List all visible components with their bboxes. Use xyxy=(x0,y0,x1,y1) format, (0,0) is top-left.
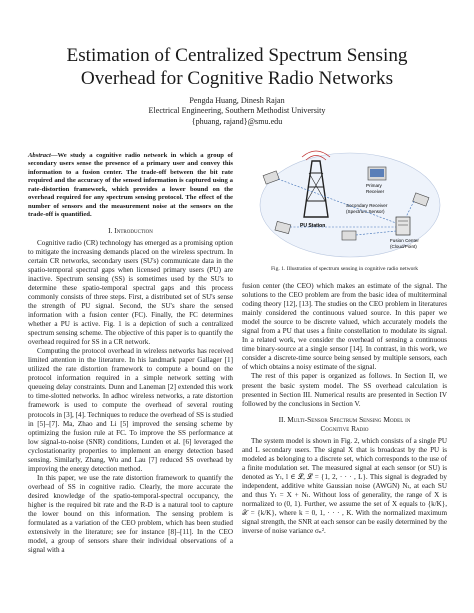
author-email: {phuang, rajand}@smu.edu xyxy=(191,116,283,126)
spectrum-sensor-label: (Spectrum Sensor) xyxy=(346,209,385,214)
primary-label: Primary xyxy=(366,183,382,188)
primary-receiver-icon xyxy=(368,167,386,180)
author-names: Pengda Huang, Dinesh Rajan xyxy=(189,96,285,105)
abstract-label: Abstract xyxy=(28,152,51,159)
figure-1-illustration xyxy=(250,143,446,261)
right-column xyxy=(242,282,447,536)
pu-station-label: PU Station xyxy=(300,223,326,229)
receiver-label: Receiver xyxy=(366,189,385,194)
section-heading-model xyxy=(242,415,447,433)
secondary-receiver-label: Secondary Receiver xyxy=(346,203,388,208)
paper-title xyxy=(20,44,454,90)
author-block xyxy=(20,96,454,127)
title-line-2: Overhead for Cognitive Radio Networks xyxy=(80,68,394,89)
abstract xyxy=(28,152,233,220)
section-heading-introduction: I. Introduction xyxy=(108,225,153,235)
section-heading-model-line-1: II. Multi-Sensor Spectrum Sensing Model in xyxy=(278,414,411,424)
fusion-center-label: Fusion Center xyxy=(390,238,419,243)
intro-paragraph-5: The rest of this paper is organized as follows. In Section II, we present the basic system model. The SS overhead calculation is presented in Section III. Numerical results are presented in Section IV followed by the conclusions in Section V. xyxy=(242,372,447,408)
fusion-center-icon xyxy=(396,217,410,235)
intro-paragraph-3: In this paper, we use the rate distortion framework to quantify the overhead of SS in cognitive radio. Clearly, the more accurate the desired knowledge of the spatio-temporal-spectral occupancy, the higher is the required bit rate and the R-D is a natural tool to capture the lower bound on this information. The sensing problem is formulated as a variation of the CEO problem, which has been studied extensively in the literature; see for instance [8]–[11]. In the CEO model, a group of sensors share their individual observations of a signal with a xyxy=(28,473,233,555)
left-column xyxy=(28,152,233,555)
intro-paragraph-4: fusion center (the CEO) which makes an estimate of the signal. The solutions to the CEO problem are from the basic idea of multiterminal coding theory [12], [13]. The studies on the CEO problem in literatures mainly considered the continuous valued source. In this paper we model the source to be discrete valued, which accurately models the signal from a PU that uses a finite constellation to modulate its signal. In a related work, we consider the overhead of sensing a continuous time binary-source at a single sensor [14]. In contrast, in this work, we consider a discrete-time source being sensed by multiple sensors, each of which obtains a noisy estimate of the signal. xyxy=(242,282,447,372)
figure-1 xyxy=(250,143,446,261)
section-heading-model-line-2: Cognitive Radio xyxy=(320,423,369,433)
figure-1-caption: Fig. 1. Illustration of spectrum sensing in cognitive radio network xyxy=(270,266,419,272)
model-paragraph-1: The system model is shown in Fig. 2, which consists of a single PU and L secondary users. The signal X that is broadcast by the PU is modeled as belonging to a discrete set, which corresponds to the use of a finite modulation set. The measured signal at each sensor (or SU) is denoted as Yₗ, l ∈ 𝓛, 𝓛 = {1, 2, · · · , L}. This signal is degraded by independent, additive white Gaussian noise (AWGN) Nₗ, at each SU and thus Yₗ = X + Nₗ. Without loss of generality, the range of X is normalized to (0, 1). Further, we assume the set of X equals to {k/K}, 𝒳 = {k/K}, where k = 0, 1, · · · , K. With the normalized maximum signal strength, the SNR at each sensor can be easily determined by the inverse of noise variance σₙ². xyxy=(242,436,447,536)
intro-paragraph-1: Cognitive radio (CR) technology has emerged as a promising option to mitigate the increasing demands placed on the wireless spectrum. In certain CR networks, secondary users (SU's) communicate data in the spatio-temporal spectral gaps when licensed primary users (PU) are inactive. Spectrum sensing (SS) is sometimes used by the SU's to determine these spatio-temporal spectral gaps and this process commonly consists of three steps. First, a distributed set of SU's sense the strength of PU signal. Second, the SU's share the sensed information with a fusion center (FC). Finally, the FC determines whether a PU is active. Fig. 1 is a depiction of such a centralized spectrum sensing scheme. The objective of this paper is to quantify the overhead required for SS in a CR network. xyxy=(28,238,233,347)
title-line-1: Estimation of Centralized Spectrum Sensing xyxy=(66,45,408,66)
author-affiliation: Electrical Engineering, Southern Methodist University xyxy=(148,106,326,116)
fusion-center-sublabel: (Cloud/Point) xyxy=(390,244,417,249)
abstract-text: —We study a cognitive radio network in which a group of secondary users sense the presence of a primary user and convey this information to a fusion center. The trade-off between the bit rate required and the accuracy of the sensed information is captured using a rate-distortion framework, which provides a lower bound on the overhead required for any spectrum sensing protocol. The effect of the number of sensors and the measurement noise at the sensors on the trade-off is quantified. xyxy=(28,152,233,219)
intro-paragraph-2: Computing the protocol overhead in wireless networks has received limited attention in the literature. In his landmark paper Gallager [1] utilized the rate distortion framework to compute a bound on the protocol information required in a simple network setting with queueing delay constraints. Dunn and Laneman [2] extended this work to time-slotted networks. In adhoc wireless networks, a rate distortion framework is used to compute the overhead of several routing protocols in [3], [4]. Techniques to reduce the overhead of SS is studied in [5]–[7]. Ma, Zhao and Li [5] improved the sensing scheme by optimizing the fusion rule at FC. To improve the SS performance at low signal-to-noise (SNR) conditions, Lunden et al. [6] leveraged the cyclostationarity properties to implement an energy detection based sensing. Similarly, Zhang, Wu and Lau [7] reduced SS overhead by improving the energy detection method. xyxy=(28,347,233,473)
